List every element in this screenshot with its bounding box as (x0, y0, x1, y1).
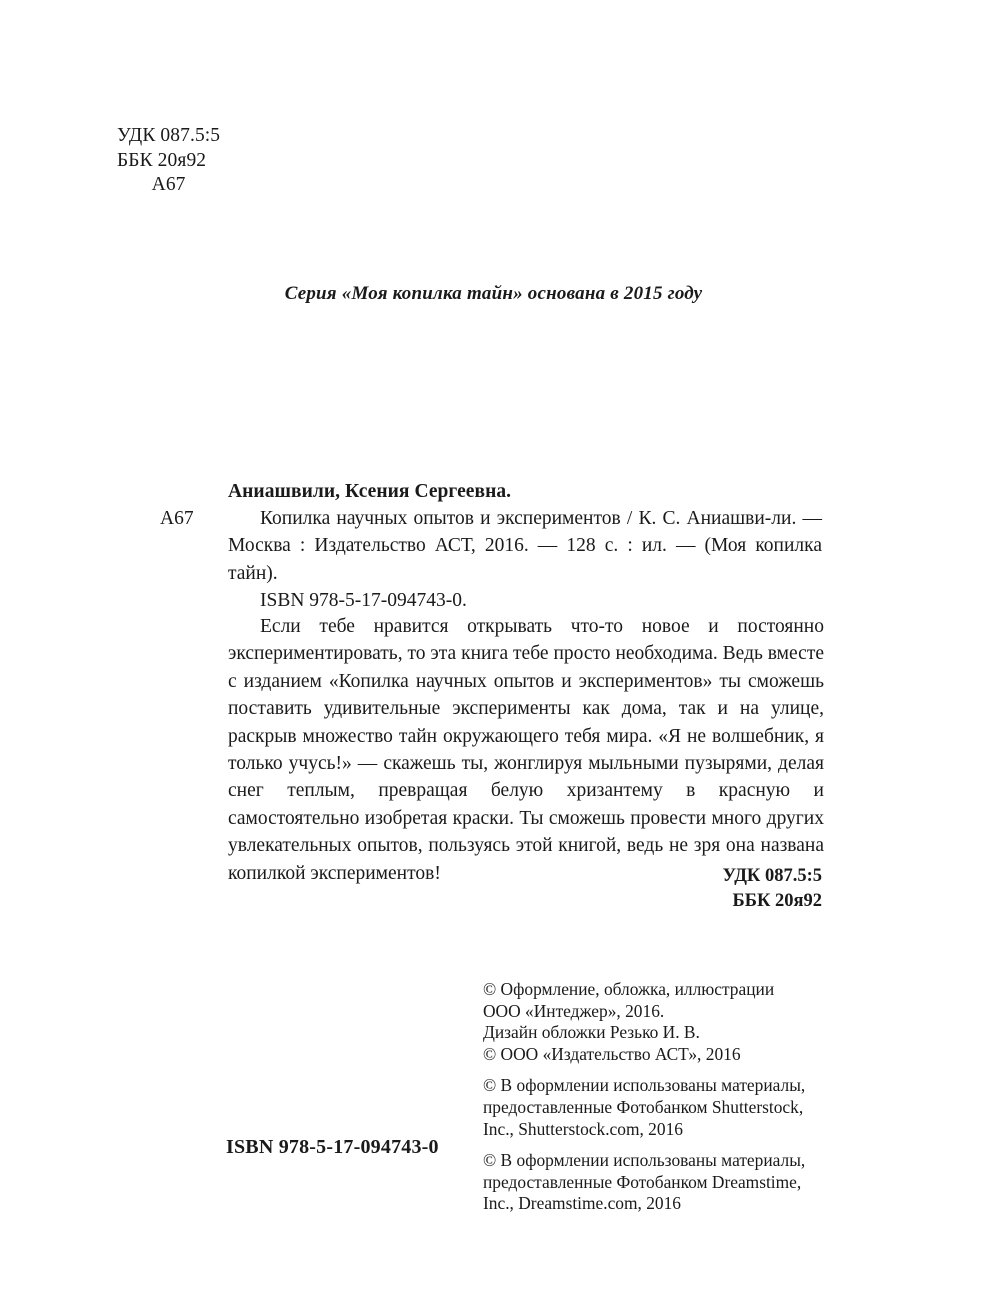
series-note: Серия «Моя копилка тайн» основана в 2015 году (284, 283, 703, 304)
udc-code-top: УДК 087.5:5 (117, 125, 221, 146)
shelfmark-record: А67 (160, 508, 194, 530)
credit-group-publisher (483, 979, 843, 1065)
record-description: Копилка научных опытов и экспериментов / К. С. Аниашви-ли. — Москва : Издательство АСТ, 2016. — 128 с. : ил. — (Моя копилка тайн). (228, 508, 822, 584)
dreamstime-line-2: предоставленные Фотобанком Dreamstime, (483, 1171, 802, 1192)
credit-ast-line: © ООО «Издательство АСТ», 2016 (483, 1043, 741, 1064)
shutterstock-line-1: © В оформлении использованы материалы, (483, 1075, 806, 1096)
credit-design-line: © Оформление, обложка, иллюстрации (483, 979, 775, 999)
isbn-bottom: ISBN 978-5-17-094743-0 (226, 1136, 439, 1158)
bbk-code-bottom: ББК 20я92 (732, 891, 822, 911)
bibliographic-record (160, 478, 822, 614)
dreamstime-line-3: Inc., Dreamstime.com, 2016 (483, 1193, 682, 1214)
shutterstock-line-3: Inc., Shutterstock.com, 2016 (483, 1118, 683, 1139)
classification-codes-bottom (722, 864, 822, 914)
author-name: Аниашвили, Ксения Сергеевна. (228, 481, 512, 502)
dreamstime-line-1: © В оформлении использованы материалы, (483, 1150, 806, 1171)
shutterstock-line-2: предоставленные Фотобанком Shutterstock, (483, 1096, 804, 1117)
credit-group-shutterstock (483, 1075, 843, 1140)
credit-cover-designer-line: Дизайн обложки Резько И. В. (483, 1022, 700, 1043)
copyright-credits (483, 979, 843, 1215)
annotation-text: Если тебе нравится открывать что-то новое и постоянно экспериментировать, то эта книга тебе просто необходима. Ведь вместе с изданием «Копилка научных опытов и экспериментов» ты сможешь поставить удивительные эксперименты как дома, так и на улице, раскрыв множество тайн окружающего тебя мира. «Я не волшебник, я только учусь!» — скажешь ты, жонглируя мыльными пузырями, делая снег теплым, превращая белую хризантему в красную и самостоятельно изобретая краски. Ты сможешь провести много других увлекательных опытов, пользуясь этой книгой, ведь не зря она названа копилкой экспериментов! (228, 616, 824, 884)
shelfmark-top: А67 (151, 174, 186, 195)
classification-codes-top (117, 124, 220, 198)
credit-company-line: ООО «Интеджер», 2016. (483, 1000, 665, 1021)
udc-code-bottom: УДК 087.5:5 (722, 866, 822, 886)
isbn-record: ISBN 978-5-17-094743-0. (260, 589, 467, 611)
credit-group-dreamstime (483, 1150, 843, 1215)
bbk-code-top: ББК 20я92 (117, 149, 207, 171)
